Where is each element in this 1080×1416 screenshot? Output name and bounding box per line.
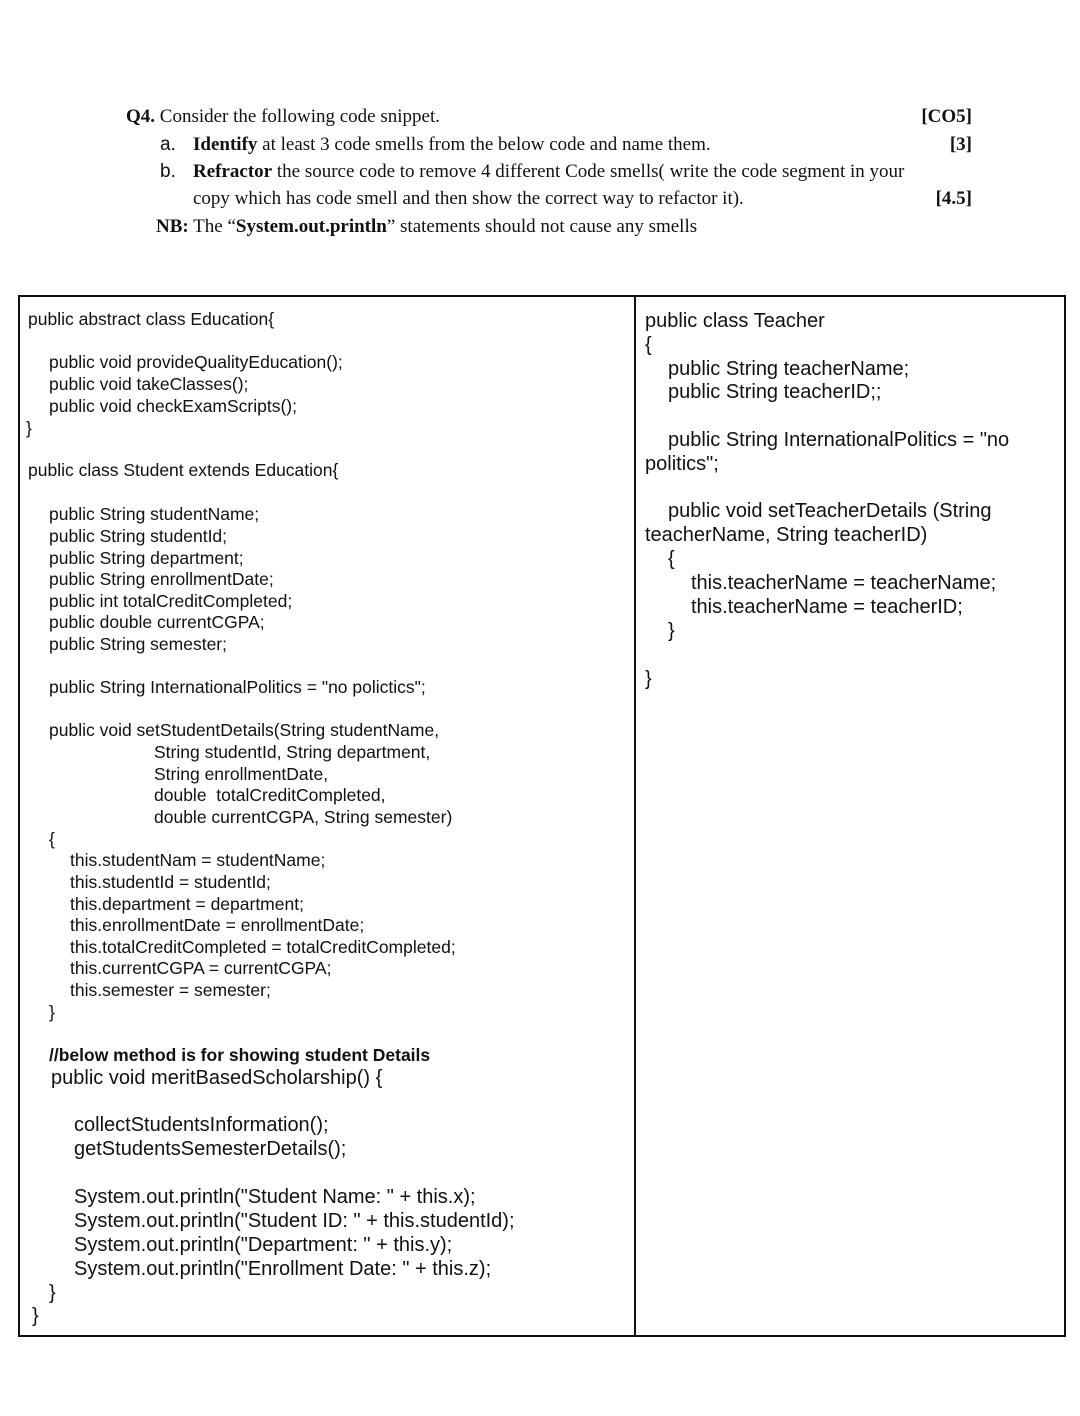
column-divider — [634, 295, 636, 1337]
nb-label: NB: — [156, 216, 189, 237]
code-line: } — [32, 1305, 39, 1327]
question-line — [126, 106, 440, 128]
part-b-body-2: copy which has code smell and then show the correct way to refactor it). — [193, 188, 744, 209]
part-b-marks: [4.5] — [935, 188, 972, 209]
code-line: collectStudentsInformation(); — [74, 1114, 329, 1136]
nb-keyword: System.out.println — [235, 216, 387, 237]
code-line: this.totalCreditCompleted = totalCreditCompleted; — [70, 937, 456, 957]
part-b-text — [193, 161, 904, 183]
code-line: this.department = department; — [70, 894, 304, 914]
part-b-body-1: the source code to remove 4 different Code smells( write the code segment in your — [276, 161, 905, 182]
code-line: System.out.println("Enrollment Date: " + this.z); — [74, 1258, 492, 1280]
code-line: public void setTeacherDetails (String — [668, 500, 992, 522]
code-line: double currentCGPA, String semester) — [154, 807, 453, 827]
code-line: String studentId, String department, — [154, 742, 431, 762]
part-a-text — [193, 134, 711, 156]
nb-pre: The “ — [193, 216, 236, 237]
code-line: public class Teacher — [645, 310, 825, 332]
code-line: public double currentCGPA; — [49, 612, 265, 632]
code-line: teacherName, String teacherID) — [645, 524, 928, 546]
code-line: } — [26, 418, 32, 438]
code-line: System.out.println("Department: " + this.y); — [74, 1234, 453, 1256]
code-line: String enrollmentDate, — [154, 764, 329, 784]
code-line: public String enrollmentDate; — [49, 569, 274, 589]
code-line: this.teacherName = teacherName; — [691, 572, 997, 594]
code-line: public String studentId; — [49, 526, 228, 546]
code-line: } — [49, 1002, 55, 1022]
part-a-marks: [3] — [949, 134, 972, 155]
co-tag: [CO5] — [921, 106, 972, 127]
code-line: this.semester = semester; — [70, 980, 271, 1000]
code-line: System.out.println("Student ID: " + this.studentId); — [74, 1210, 515, 1232]
code-line: } — [49, 1282, 56, 1304]
code-line: this.studentNam = studentName; — [70, 850, 326, 870]
part-b-keyword: Refractor — [193, 161, 273, 182]
code-comment: //below method is for showing student Details — [49, 1045, 431, 1065]
code-line: public void provideQualityEducation(); — [49, 352, 343, 372]
code-line: public abstract class Education{ — [28, 309, 275, 329]
code-line: public String teacherName; — [668, 358, 910, 380]
code-line: public String InternationalPolitics = "no polictics"; — [49, 677, 426, 697]
code-line: public void checkExamScripts(); — [49, 396, 297, 416]
part-a-body: at least 3 code smells from the below code and name them. — [262, 134, 711, 155]
code-line: politics"; — [645, 453, 719, 475]
code-line: } — [645, 668, 652, 690]
code-line: getStudentsSemesterDetails(); — [74, 1138, 347, 1160]
nb-line — [156, 216, 697, 238]
code-line: public void meritBasedScholarship() { — [51, 1067, 383, 1089]
nb-post: ” statements should not cause any smells — [386, 216, 698, 237]
code-line: public class Student extends Education{ — [28, 460, 339, 480]
code-line: public void takeClasses(); — [49, 374, 249, 394]
code-line: this.teacherName = teacherID; — [691, 596, 963, 618]
code-line: public String department; — [49, 548, 244, 568]
code-line: public String semester; — [49, 634, 227, 654]
code-line: this.currentCGPA = currentCGPA; — [70, 958, 332, 978]
code-line: System.out.println("Student Name: " + this.x); — [74, 1186, 476, 1208]
code-line: public String studentName; — [49, 504, 260, 524]
code-line: this.enrollmentDate = enrollmentDate; — [70, 915, 365, 935]
question-number: Q4. — [126, 106, 156, 127]
code-line: { — [49, 829, 55, 849]
code-line: public String InternationalPolitics = "no — [668, 429, 1010, 451]
part-a-keyword: Identify — [193, 134, 258, 155]
code-line: this.studentId = studentId; — [70, 872, 271, 892]
code-line: { — [668, 548, 675, 570]
part-a-label: a. — [160, 134, 176, 155]
question-intro: Consider the following code snippet. — [159, 106, 440, 127]
part-b-label: b. — [160, 161, 176, 182]
code-line: public String teacherID;; — [668, 381, 882, 403]
code-line: public void setStudentDetails(String studentName, — [49, 720, 440, 740]
code-line: { — [645, 334, 652, 356]
code-line: } — [668, 620, 675, 642]
code-line: double totalCreditCompleted, — [154, 785, 386, 805]
code-line: public int totalCreditCompleted; — [49, 591, 293, 611]
